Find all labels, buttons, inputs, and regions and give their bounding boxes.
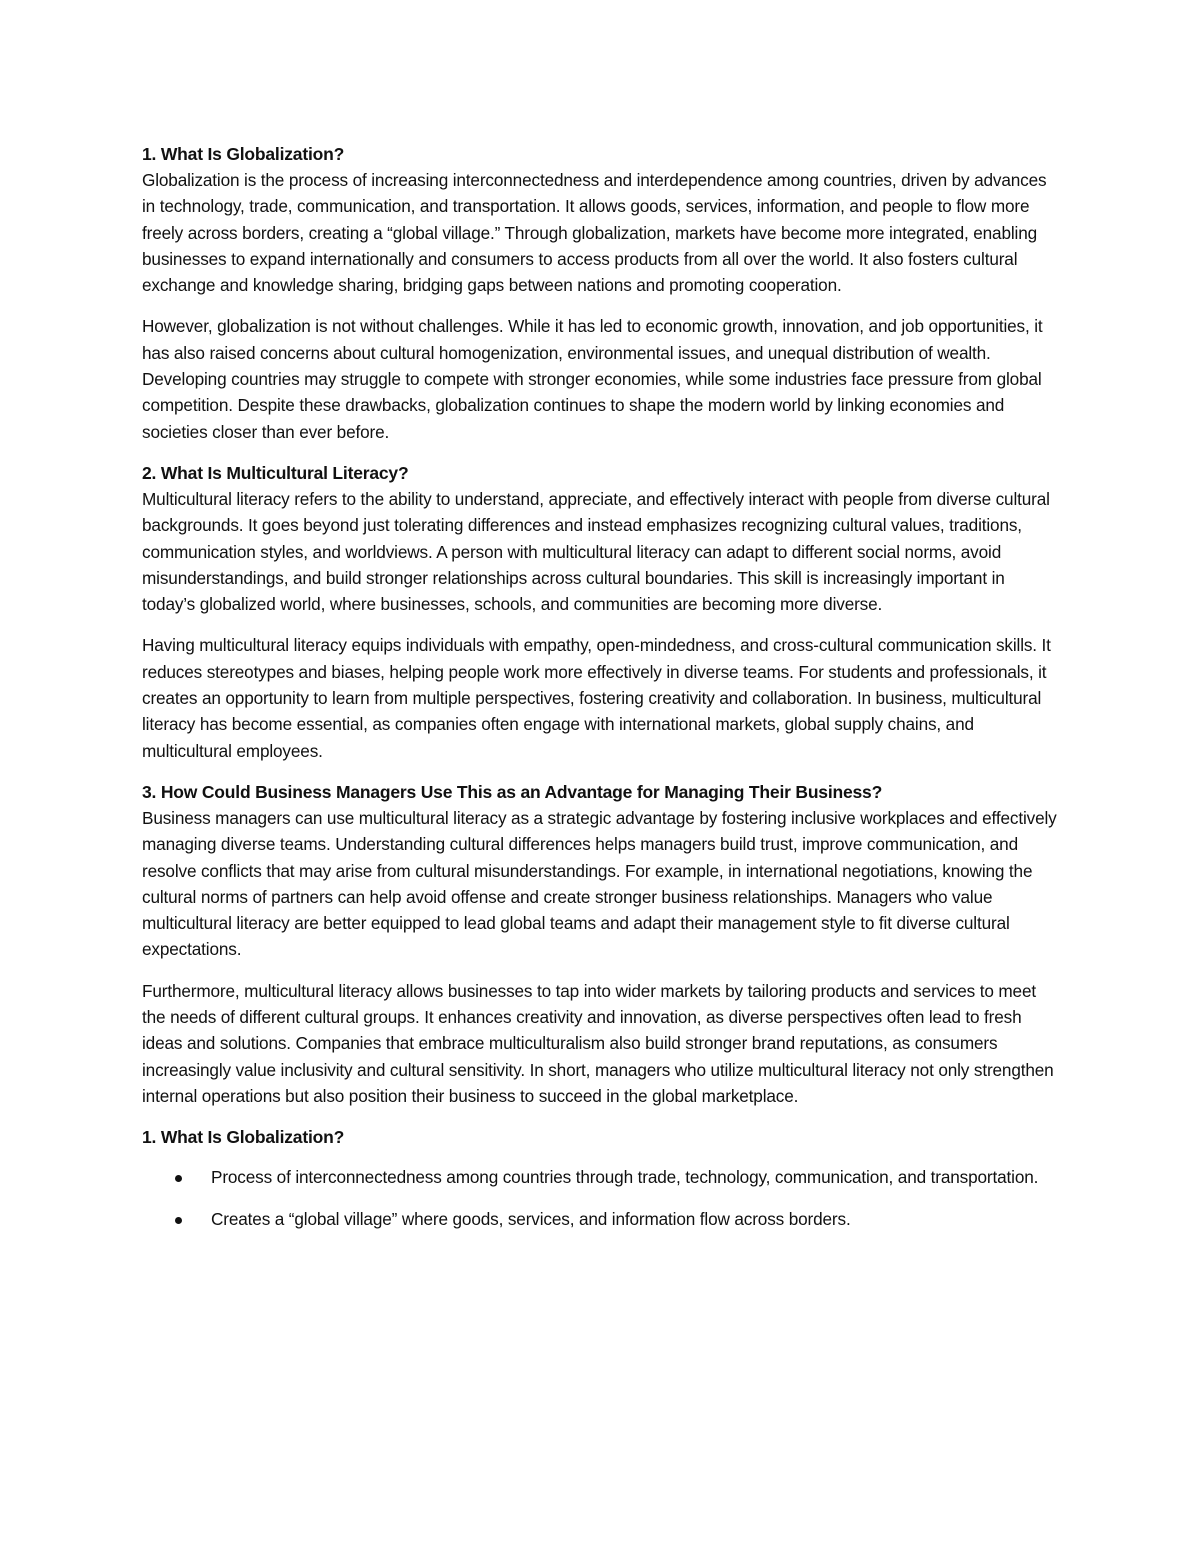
list-item — [142, 1164, 1062, 1190]
paragraph: Multicultural literacy refers to the ability to understand, appreciate, and effectively interact with people from diverse cultural backgrounds. It goes beyond just tolerating differences and instead emphasizes recognizing cultural values, traditions, communication styles, and worldviews. A person with multicultural literacy can adapt to different social norms, avoid misunderstandings, and build stronger relationships across cultural boundaries. This skill is increasingly important in today’s globalized world, where businesses, schools, and communities are becoming more diverse. — [142, 488, 1050, 615]
bullet-list — [142, 1164, 1062, 1232]
list-item-text: Process of interconnectedness among countries through trade, technology, communication, and transportation. — [211, 1167, 1039, 1188]
list-item-text: Creates a “global village” where goods, services, and information flow across borders. — [211, 1208, 851, 1229]
bullet-icon — [175, 1175, 182, 1182]
paragraph: However, globalization is not without challenges. While it has led to economic growth, innovation, and job opportunities, it has also raised concerns about cultural homogenization, environmental issues, and unequal distribution of wealth. Developing countries may struggle to compete with stronger economies, while some industries face pressure from global competition. Despite these drawbacks, globalization continues to shape the modern world by linking economies and societies closer than ever before. — [142, 316, 1043, 442]
paragraph: Furthermore, multicultural literacy allows businesses to tap into wider markets by tailoring products and services to meet the needs of different cultural groups. It enhances creativity and innovation, as diverse perspectives often lead to fresh ideas and solutions. Companies that embrace multiculturalism also build stronger brand reputations, as consumers increasingly value inclusivity and cultural sensitivity. In short, managers who utilize multicultural literacy not only strengthen internal operations but also position their business to succeed in the global marketplace. — [142, 980, 1054, 1106]
section-business-managers — [142, 779, 1062, 1109]
document-page — [142, 141, 1062, 1247]
paragraph: Business managers can use multicultural literacy as a strategic advantage by fostering inclusive workplaces and effectively managing diverse teams. Understanding cultural differences helps managers build trust, improve communication, and resolve conflicts that may arise from cultural misunderstandings. For example, in international negotiations, knowing the cultural norms of partners can help avoid offense and create stronger business relationships. Managers who value multicultural literacy are better equipped to lead global teams and adapt their management style to fit diverse cultural expectations. — [142, 807, 1057, 960]
bullet-icon — [175, 1217, 182, 1224]
paragraph: Globalization is the process of increasing interconnectedness and interdependence among countries, driven by advances in technology, trade, communication, and transportation. It allows goods, services, information, and people to flow more freely across borders, creating a “global village.” Through globalization, markets have become more integrated, enabling businesses to expand internationally and consumers to access products from all over the world. It also fosters cultural exchange and knowledge sharing, bridging gaps between nations and promoting cooperation. — [142, 170, 1047, 296]
section-heading: 2. What Is Multicultural Literacy? — [142, 462, 409, 483]
section-globalization — [142, 141, 1062, 445]
section-heading: 3. How Could Business Managers Use This as an Advantage for Managing Their Business? — [142, 781, 883, 802]
list-item — [142, 1206, 1062, 1232]
section-multicultural-literacy — [142, 460, 1062, 764]
section-summary — [142, 1124, 1062, 1232]
section-heading: 1. What Is Globalization? — [142, 144, 345, 164]
paragraph: Having multicultural literacy equips individuals with empathy, open-mindedness, and cross-cultural communication skills. It reduces stereotypes and biases, helping people work more effectively in diverse teams. For students and professionals, it creates an opportunity to learn from multiple perspectives, fostering creativity and collaboration. In business, multicultural literacy has become essential, as companies often engage with international markets, global supply chains, and multicultural employees. — [142, 635, 1051, 761]
section-heading: 1. What Is Globalization? — [142, 1127, 345, 1148]
